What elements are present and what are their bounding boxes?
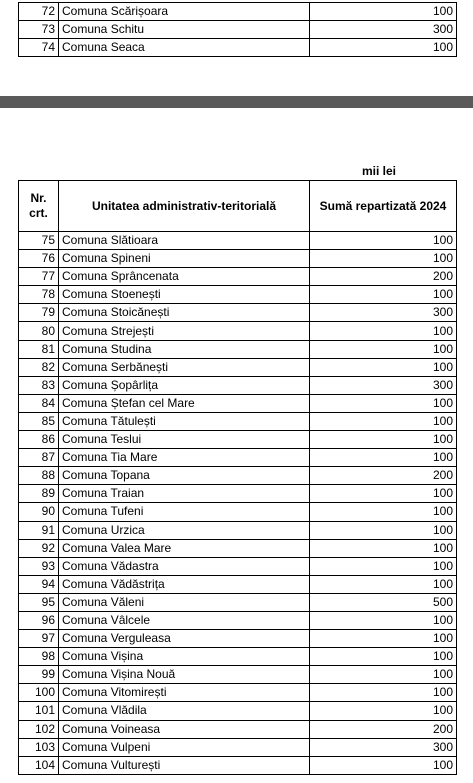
- row-unit-name: Comuna Văleni: [59, 593, 310, 611]
- row-number: 100: [19, 684, 59, 702]
- row-amount: 100: [310, 232, 457, 250]
- row-number: 84: [19, 394, 59, 412]
- row-number: 77: [19, 268, 59, 286]
- row-unit-name: Comuna Vitomirești: [59, 684, 310, 702]
- table-row: [19, 39, 457, 57]
- row-amount: 100: [310, 539, 457, 557]
- header-unitate: Unitatea administrativ-teritorială: [59, 181, 310, 232]
- row-unit-name: Comuna Valea Mare: [59, 539, 310, 557]
- row-unit-name: Comuna Vâlcele: [59, 611, 310, 629]
- row-amount: 100: [310, 503, 457, 521]
- row-number: 98: [19, 648, 59, 666]
- table-row: [19, 738, 457, 756]
- table-row: [19, 322, 457, 340]
- row-amount: 100: [310, 702, 457, 720]
- unit-label: mii lei: [362, 164, 397, 178]
- row-unit-name: Comuna Serbănești: [59, 358, 310, 376]
- row-amount: 100: [310, 521, 457, 539]
- row-number: 85: [19, 412, 59, 430]
- row-unit-name: Comuna Voineasa: [59, 720, 310, 738]
- row-number: 101: [19, 702, 59, 720]
- row-unit-name: Comuna Tia Mare: [59, 449, 310, 467]
- row-unit-name: Comuna Topana: [59, 467, 310, 485]
- table-row: [19, 467, 457, 485]
- row-amount: 100: [310, 575, 457, 593]
- row-number: 96: [19, 611, 59, 629]
- table-row: [19, 394, 457, 412]
- row-number: 82: [19, 358, 59, 376]
- row-amount: 300: [310, 738, 457, 756]
- row-unit-name: Comuna Verguleasa: [59, 630, 310, 648]
- table-row: [19, 268, 457, 286]
- table-row: [19, 684, 457, 702]
- row-unit-name: Comuna Spineni: [59, 250, 310, 268]
- row-unit-name: Comuna Stoicănești: [59, 304, 310, 322]
- header-row: [19, 181, 457, 232]
- table-row: [19, 611, 457, 629]
- row-unit-name: Comuna Vișina Nouă: [59, 666, 310, 684]
- row-number: 79: [19, 304, 59, 322]
- table-row: [19, 340, 457, 358]
- table-row: [19, 21, 457, 39]
- row-unit-name: Comuna Vișina: [59, 648, 310, 666]
- table-row: [19, 503, 457, 521]
- row-amount: 100: [310, 756, 457, 774]
- table-row: [19, 232, 457, 250]
- row-unit-name: Comuna Vlădila: [59, 702, 310, 720]
- row-unit-name: Comuna Traian: [59, 485, 310, 503]
- row-number: 93: [19, 557, 59, 575]
- row-number: 83: [19, 376, 59, 394]
- table-row: [19, 702, 457, 720]
- row-number: 104: [19, 756, 59, 774]
- row-number: 90: [19, 503, 59, 521]
- row-amount: 300: [310, 21, 457, 39]
- header-suma: Sumă repartizată 2024: [310, 181, 457, 232]
- table-row: [19, 449, 457, 467]
- table-row: [19, 412, 457, 430]
- row-amount: 100: [310, 485, 457, 503]
- previous-page-table-body: [19, 3, 457, 57]
- row-number: 94: [19, 575, 59, 593]
- row-amount: 100: [310, 666, 457, 684]
- row-number: 75: [19, 232, 59, 250]
- row-unit-name: Comuna Vădăstrița: [59, 575, 310, 593]
- row-amount: 500: [310, 593, 457, 611]
- row-amount: 100: [310, 286, 457, 304]
- row-amount: 100: [310, 611, 457, 629]
- row-amount: 100: [310, 431, 457, 449]
- allocation-table-body: [19, 232, 457, 775]
- row-unit-name: Comuna Tufeni: [59, 503, 310, 521]
- table-row: [19, 666, 457, 684]
- row-number: 76: [19, 250, 59, 268]
- table-row: [19, 3, 457, 21]
- row-amount: 100: [310, 39, 457, 57]
- table-row: [19, 593, 457, 611]
- row-amount: 100: [310, 412, 457, 430]
- row-number: 74: [19, 39, 59, 57]
- row-number: 102: [19, 720, 59, 738]
- page-divider: [0, 96, 473, 108]
- row-number: 73: [19, 21, 59, 39]
- row-number: 97: [19, 630, 59, 648]
- row-amount: 300: [310, 376, 457, 394]
- previous-page-table: [18, 2, 457, 57]
- table-row: [19, 539, 457, 557]
- row-unit-name: Comuna Vădastra: [59, 557, 310, 575]
- table-row: [19, 431, 457, 449]
- row-amount: 200: [310, 268, 457, 286]
- row-unit-name: Comuna Seaca: [59, 39, 310, 57]
- row-number: 99: [19, 666, 59, 684]
- row-unit-name: Comuna Sprâncenata: [59, 268, 310, 286]
- row-unit-name: Comuna Urzica: [59, 521, 310, 539]
- row-amount: 200: [310, 720, 457, 738]
- row-unit-name: Comuna Ștefan cel Mare: [59, 394, 310, 412]
- row-number: 80: [19, 322, 59, 340]
- row-amount: 100: [310, 340, 457, 358]
- row-number: 86: [19, 431, 59, 449]
- row-unit-name: Comuna Schitu: [59, 21, 310, 39]
- row-amount: 100: [310, 557, 457, 575]
- table-row: [19, 304, 457, 322]
- table-row: [19, 286, 457, 304]
- row-unit-name: Comuna Teslui: [59, 431, 310, 449]
- row-amount: 100: [310, 684, 457, 702]
- table-row: [19, 648, 457, 666]
- row-number: 103: [19, 738, 59, 756]
- row-amount: 100: [310, 322, 457, 340]
- row-unit-name: Comuna Vulpeni: [59, 738, 310, 756]
- row-number: 88: [19, 467, 59, 485]
- row-number: 89: [19, 485, 59, 503]
- row-number: 87: [19, 449, 59, 467]
- row-amount: 100: [310, 3, 457, 21]
- row-unit-name: Comuna Scărișoara: [59, 3, 310, 21]
- row-amount: 300: [310, 304, 457, 322]
- row-number: 81: [19, 340, 59, 358]
- row-amount: 100: [310, 358, 457, 376]
- table-row: [19, 521, 457, 539]
- table-row: [19, 756, 457, 774]
- table-row: [19, 557, 457, 575]
- table-row: [19, 485, 457, 503]
- row-amount: 100: [310, 630, 457, 648]
- table-row: [19, 630, 457, 648]
- row-unit-name: Comuna Șopârlița: [59, 376, 310, 394]
- table-row: [19, 250, 457, 268]
- header-nr-crt: Nr. crt.: [19, 181, 59, 232]
- row-amount: 100: [310, 648, 457, 666]
- row-unit-name: Comuna Tătulești: [59, 412, 310, 430]
- allocation-table: [18, 180, 457, 775]
- row-unit-name: Comuna Strejești: [59, 322, 310, 340]
- row-unit-name: Comuna Studina: [59, 340, 310, 358]
- row-amount: 100: [310, 250, 457, 268]
- table-row: [19, 720, 457, 738]
- row-amount: 100: [310, 394, 457, 412]
- row-unit-name: Comuna Vulturești: [59, 756, 310, 774]
- row-number: 92: [19, 539, 59, 557]
- table-header: [19, 181, 457, 232]
- row-number: 95: [19, 593, 59, 611]
- table-row: [19, 358, 457, 376]
- row-amount: 200: [310, 467, 457, 485]
- table-row: [19, 575, 457, 593]
- row-unit-name: Comuna Stoenești: [59, 286, 310, 304]
- row-amount: 100: [310, 449, 457, 467]
- table-row: [19, 376, 457, 394]
- row-number: 78: [19, 286, 59, 304]
- row-unit-name: Comuna Slătioara: [59, 232, 310, 250]
- row-number: 72: [19, 3, 59, 21]
- row-number: 91: [19, 521, 59, 539]
